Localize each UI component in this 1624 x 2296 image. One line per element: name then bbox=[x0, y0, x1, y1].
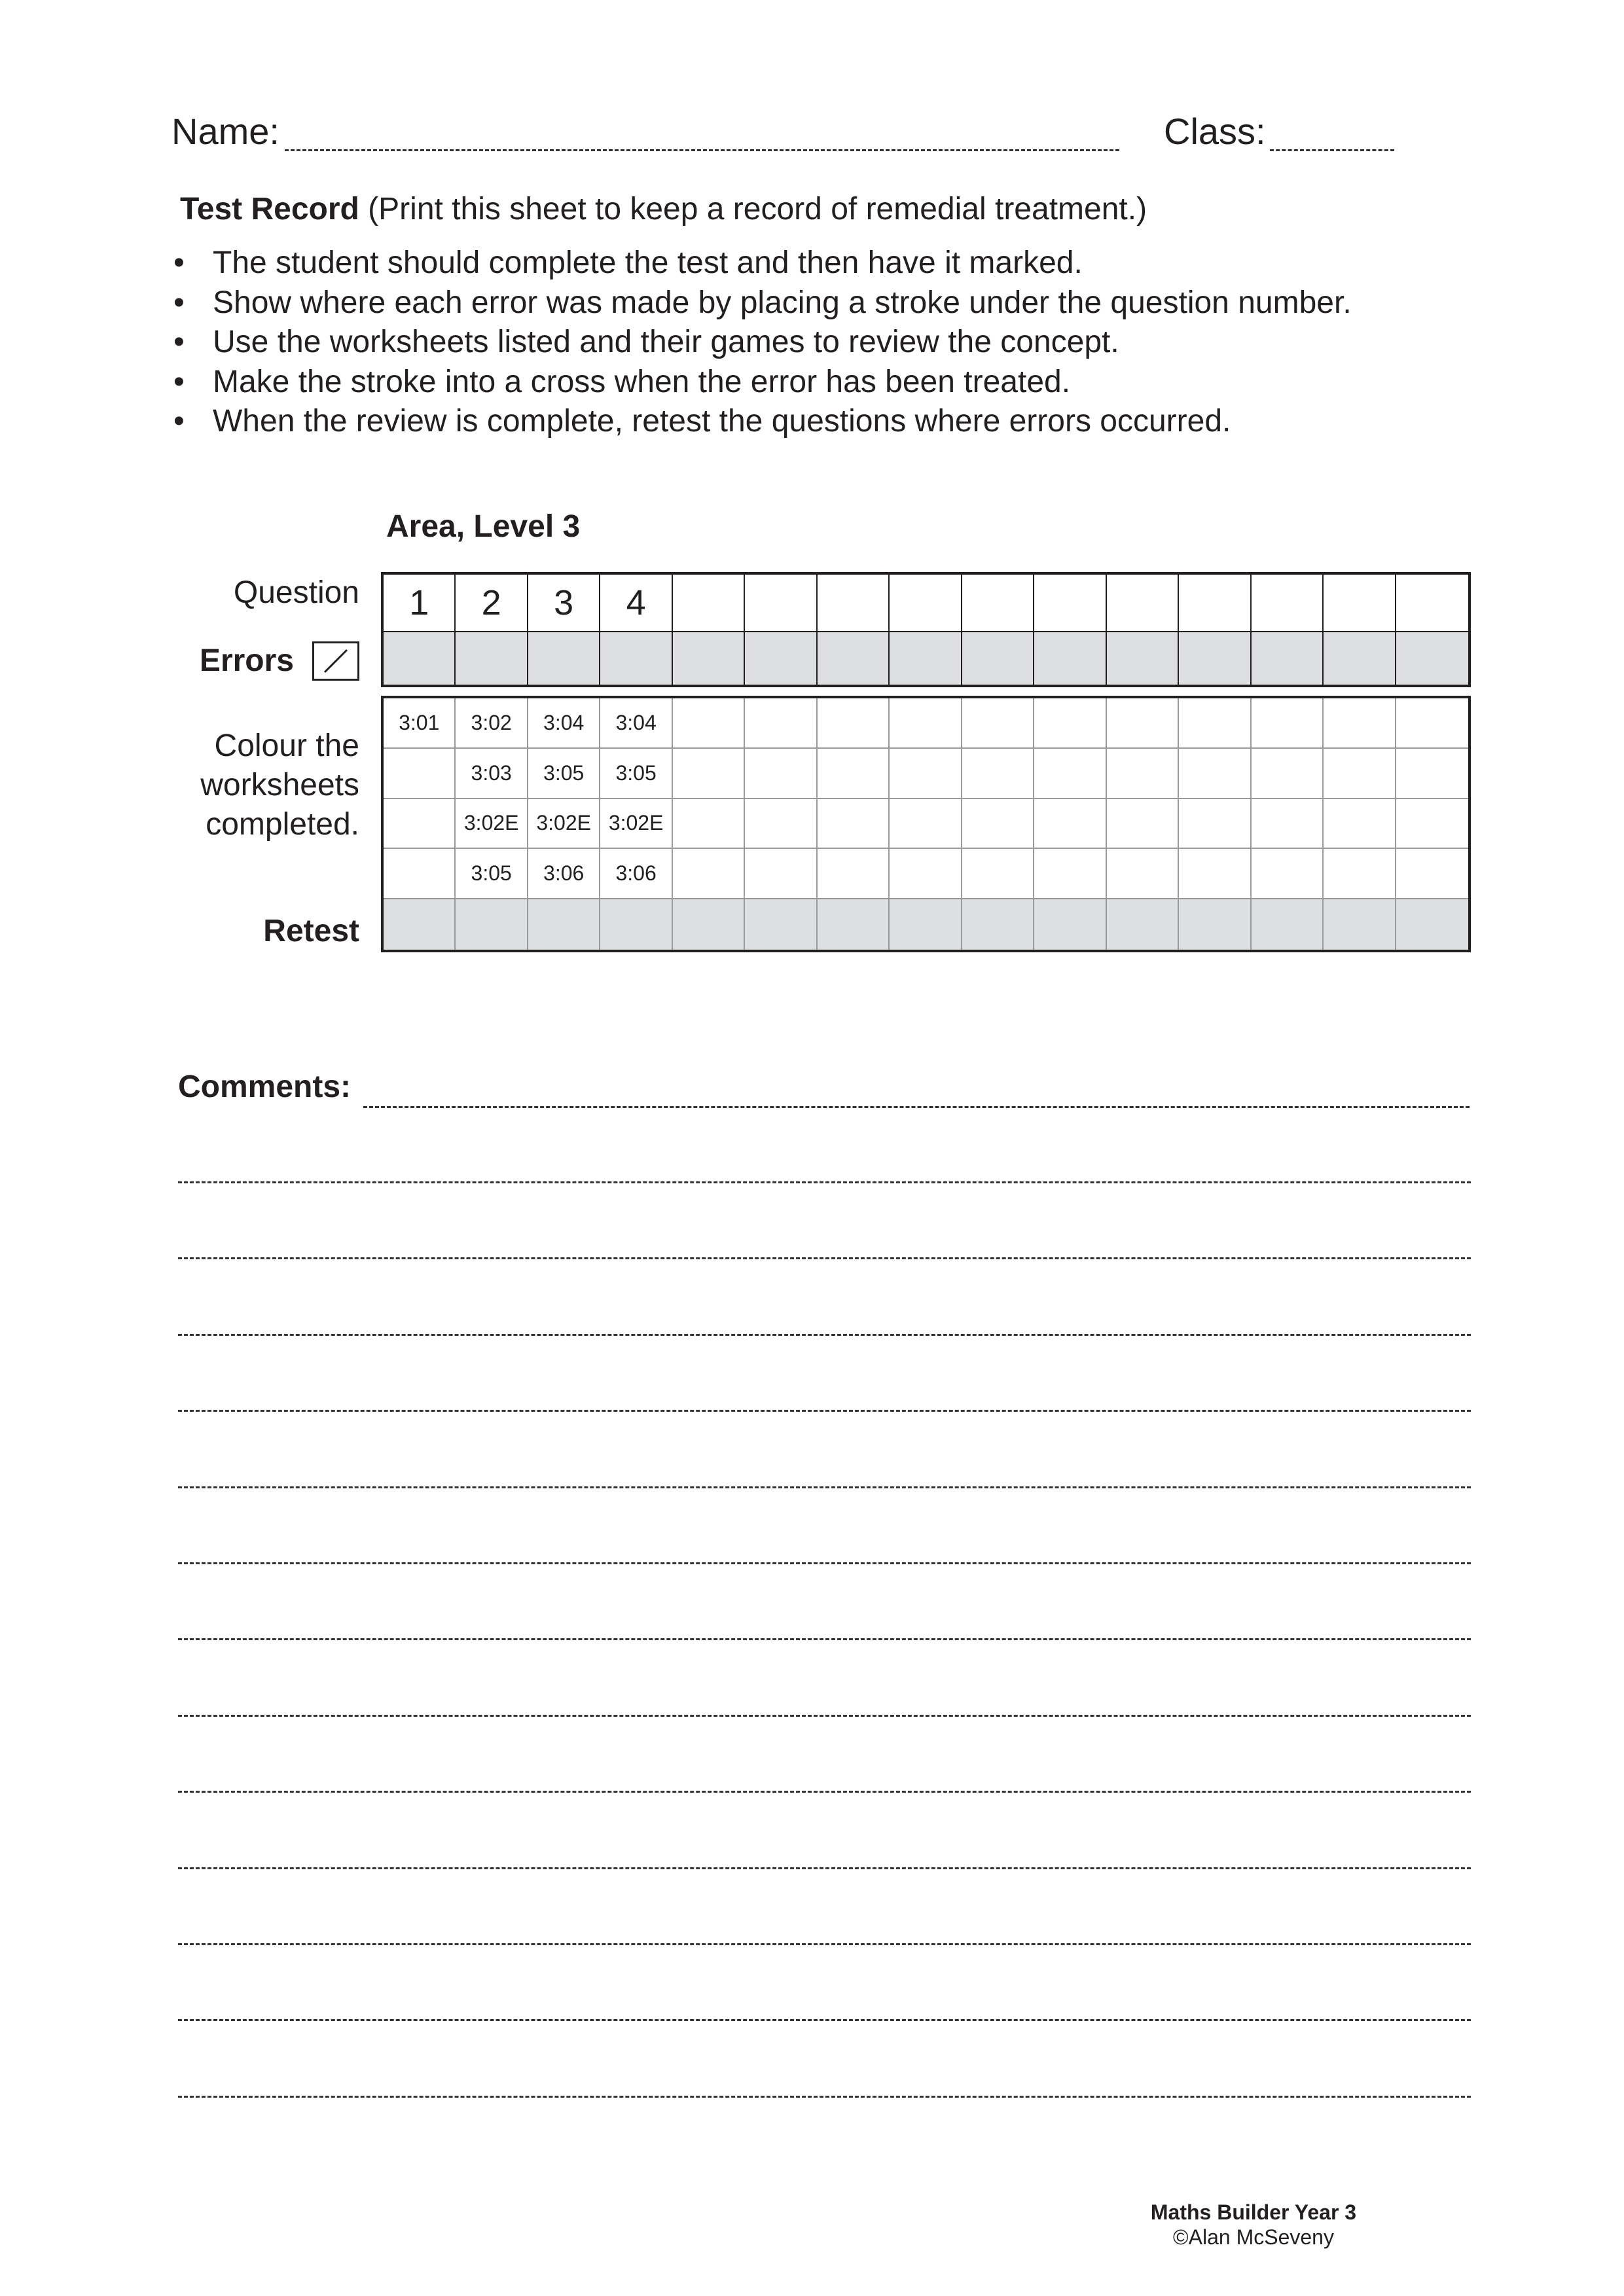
retest-cell[interactable] bbox=[1252, 899, 1324, 950]
error-mark-cell[interactable] bbox=[1107, 632, 1179, 685]
worksheet-cell[interactable] bbox=[962, 698, 1034, 749]
question-number-cell bbox=[1179, 575, 1251, 632]
worksheet-cell[interactable] bbox=[1179, 849, 1251, 899]
worksheet-cell[interactable] bbox=[1107, 698, 1179, 749]
comment-writing-line[interactable] bbox=[178, 1867, 1471, 1869]
instructions-list bbox=[173, 243, 1352, 442]
worksheet-cell[interactable] bbox=[384, 849, 456, 899]
worksheet-cell[interactable]: 3:02E bbox=[528, 799, 600, 850]
comment-writing-line[interactable] bbox=[178, 1562, 1471, 1564]
comment-writing-line[interactable] bbox=[178, 2019, 1471, 2021]
error-mark-cell[interactable] bbox=[818, 632, 890, 685]
error-mark-cell[interactable] bbox=[456, 632, 528, 685]
instruction-item: • Use the worksheets listed and their games to review the concept. bbox=[173, 323, 1352, 363]
worksheet-cell[interactable] bbox=[673, 799, 745, 850]
worksheet-cell[interactable]: 3:05 bbox=[456, 849, 528, 899]
retest-cell[interactable] bbox=[528, 899, 600, 950]
retest-cell[interactable] bbox=[818, 899, 890, 950]
worksheet-cell[interactable] bbox=[1179, 799, 1251, 850]
worksheet-cell[interactable] bbox=[1396, 698, 1468, 749]
instruction-item: • Make the stroke into a cross when the error has been treated. bbox=[173, 363, 1352, 403]
comment-writing-line[interactable] bbox=[178, 1638, 1471, 1640]
worksheet-cell[interactable] bbox=[890, 698, 962, 749]
question-number-cell bbox=[1107, 575, 1179, 632]
worksheet-cell[interactable]: 3:06 bbox=[600, 849, 672, 899]
test-record-title: Test Record bbox=[180, 192, 359, 226]
comment-writing-line[interactable] bbox=[178, 1334, 1471, 1336]
retest-cell[interactable] bbox=[1396, 899, 1468, 950]
colour-label-line: completed. bbox=[206, 807, 359, 842]
worksheet-cell[interactable] bbox=[818, 749, 890, 799]
comment-writing-line[interactable] bbox=[178, 1715, 1471, 1717]
retest-cell[interactable] bbox=[745, 899, 817, 950]
instruction-item: • When the review is complete, retest the questions where errors occurred. bbox=[173, 402, 1352, 442]
instruction-item: • Show where each error was made by placing a stroke under the question number. bbox=[173, 283, 1352, 323]
worksheet-cell[interactable]: 3:02 bbox=[456, 698, 528, 749]
error-mark-cell[interactable] bbox=[1179, 632, 1251, 685]
question-number-cell bbox=[1252, 575, 1324, 632]
name-field[interactable] bbox=[285, 149, 1119, 151]
worksheet-cell[interactable] bbox=[673, 849, 745, 899]
retest-cell[interactable] bbox=[1034, 899, 1106, 950]
question-number-cell: 4 bbox=[600, 575, 672, 632]
error-mark-cell[interactable] bbox=[1324, 632, 1396, 685]
error-mark-cell[interactable] bbox=[1396, 632, 1468, 685]
question-number-cell bbox=[1034, 575, 1106, 632]
retest-cell[interactable] bbox=[673, 899, 745, 950]
worksheet-cell[interactable] bbox=[818, 849, 890, 899]
error-mark-cell[interactable] bbox=[384, 632, 456, 685]
colour-label-line: worksheets bbox=[200, 768, 359, 802]
worksheet-cell[interactable]: 3:02E bbox=[456, 799, 528, 850]
error-mark-cell[interactable] bbox=[528, 632, 600, 685]
worksheet-cell[interactable] bbox=[745, 749, 817, 799]
error-mark-cell[interactable] bbox=[745, 632, 817, 685]
worksheet-cell[interactable] bbox=[1324, 698, 1396, 749]
worksheet-cell[interactable] bbox=[1252, 849, 1324, 899]
worksheet-cell[interactable] bbox=[1034, 698, 1106, 749]
retest-cell[interactable] bbox=[962, 899, 1034, 950]
comment-writing-line[interactable] bbox=[178, 1486, 1471, 1488]
worksheet-cell[interactable] bbox=[1396, 849, 1468, 899]
worksheet-cell[interactable] bbox=[745, 698, 817, 749]
comment-writing-line[interactable] bbox=[178, 1791, 1471, 1793]
comment-writing-line[interactable] bbox=[178, 2096, 1471, 2098]
worksheet-cell[interactable]: 3:05 bbox=[600, 749, 672, 799]
worksheet-cell[interactable] bbox=[673, 698, 745, 749]
worksheet-cell[interactable] bbox=[890, 849, 962, 899]
worksheet-cell[interactable] bbox=[1034, 749, 1106, 799]
name-label: Name: bbox=[171, 111, 280, 152]
retest-cell[interactable] bbox=[1107, 899, 1179, 950]
worksheet-cell[interactable] bbox=[384, 749, 456, 799]
question-number-cell: 2 bbox=[456, 575, 528, 632]
retest-cell[interactable] bbox=[1179, 899, 1251, 950]
error-mark-cell[interactable] bbox=[962, 632, 1034, 685]
error-mark-cell[interactable] bbox=[1252, 632, 1324, 685]
retest-cell[interactable] bbox=[890, 899, 962, 950]
worksheet-cell[interactable] bbox=[1396, 799, 1468, 850]
worksheet-cell[interactable] bbox=[1107, 849, 1179, 899]
worksheet-cell[interactable] bbox=[1034, 799, 1106, 850]
worksheet-grid bbox=[381, 696, 1471, 952]
worksheet-cell[interactable] bbox=[1252, 799, 1324, 850]
worksheet-cell[interactable]: 3:04 bbox=[528, 698, 600, 749]
comment-writing-line[interactable] bbox=[178, 1943, 1471, 1945]
retest-cell[interactable] bbox=[384, 899, 456, 950]
question-row-label: Question bbox=[233, 575, 359, 610]
error-mark-cell[interactable] bbox=[600, 632, 672, 685]
error-mark-cell[interactable] bbox=[1034, 632, 1106, 685]
question-number-cell bbox=[818, 575, 890, 632]
instruction-item: • The student should complete the test and then have it marked. bbox=[173, 243, 1352, 283]
class-field[interactable] bbox=[1270, 149, 1394, 151]
worksheet-cell[interactable] bbox=[1252, 698, 1324, 749]
class-label: Class: bbox=[1164, 111, 1266, 152]
footer-copyright: ©Alan McSeveny bbox=[1173, 2225, 1334, 2249]
comments-label: Comments: bbox=[178, 1069, 352, 1104]
colour-label-line: Colour the bbox=[214, 728, 359, 763]
errors-row-label: Errors bbox=[199, 643, 294, 678]
worksheet-cell[interactable] bbox=[1107, 749, 1179, 799]
question-number-cell bbox=[1396, 575, 1468, 632]
worksheet-cell[interactable] bbox=[673, 749, 745, 799]
error-mark-cell[interactable] bbox=[673, 632, 745, 685]
worksheet-cell[interactable] bbox=[890, 799, 962, 850]
worksheet-cell[interactable] bbox=[745, 799, 817, 850]
worksheet-cell[interactable] bbox=[745, 849, 817, 899]
worksheet-cell[interactable] bbox=[818, 698, 890, 749]
test-record-note: (Print this sheet to keep a record of remedial treatment.) bbox=[359, 192, 1147, 226]
stroke-icon bbox=[314, 643, 357, 679]
test-record-heading bbox=[180, 191, 1147, 227]
question-number-cell bbox=[890, 575, 962, 632]
worksheet-cell[interactable] bbox=[818, 799, 890, 850]
worksheet-cell[interactable] bbox=[890, 749, 962, 799]
worksheet-cell[interactable] bbox=[1324, 799, 1396, 850]
retest-row-label: Retest bbox=[263, 914, 359, 948]
worksheet-cell[interactable]: 3:02E bbox=[600, 799, 672, 850]
question-number-cell bbox=[1324, 575, 1396, 632]
question-number-cell: 1 bbox=[384, 575, 456, 632]
comments-line[interactable] bbox=[363, 1106, 1470, 1108]
comment-writing-line[interactable] bbox=[178, 1181, 1471, 1183]
worksheet-cell[interactable]: 3:06 bbox=[528, 849, 600, 899]
stroke-legend-box bbox=[312, 641, 359, 681]
question-number-cell bbox=[962, 575, 1034, 632]
question-number-cell: 3 bbox=[528, 575, 600, 632]
worksheet-cell[interactable] bbox=[1252, 749, 1324, 799]
worksheet-cell[interactable] bbox=[1179, 698, 1251, 749]
worksheet-cell[interactable] bbox=[1324, 749, 1396, 799]
worksheet-cell[interactable] bbox=[1396, 749, 1468, 799]
worksheet-cell[interactable]: 3:05 bbox=[528, 749, 600, 799]
question-grid bbox=[381, 572, 1471, 687]
worksheet-cell[interactable] bbox=[962, 849, 1034, 899]
worksheet-cell[interactable] bbox=[1107, 799, 1179, 850]
worksheet-cell[interactable] bbox=[962, 749, 1034, 799]
comment-writing-line[interactable] bbox=[178, 1257, 1471, 1259]
worksheet-cell[interactable] bbox=[1034, 849, 1106, 899]
error-mark-cell[interactable] bbox=[890, 632, 962, 685]
retest-cell[interactable] bbox=[456, 899, 528, 950]
comment-writing-line[interactable] bbox=[178, 1410, 1471, 1412]
record-title: Area, Level 3 bbox=[386, 509, 581, 544]
worksheet-cell[interactable]: 3:01 bbox=[384, 698, 456, 749]
question-number-cell bbox=[673, 575, 745, 632]
worksheet-cell[interactable] bbox=[962, 799, 1034, 850]
worksheet-cell[interactable]: 3:04 bbox=[600, 698, 672, 749]
worksheet-cell[interactable] bbox=[384, 799, 456, 850]
retest-cell[interactable] bbox=[600, 899, 672, 950]
retest-cell[interactable] bbox=[1324, 899, 1396, 950]
question-number-cell bbox=[745, 575, 817, 632]
worksheet-cell[interactable] bbox=[1179, 749, 1251, 799]
footer-title: Maths Builder Year 3 bbox=[1150, 2200, 1357, 2224]
worksheet-cell[interactable]: 3:03 bbox=[456, 749, 528, 799]
worksheet-cell[interactable] bbox=[1324, 849, 1396, 899]
